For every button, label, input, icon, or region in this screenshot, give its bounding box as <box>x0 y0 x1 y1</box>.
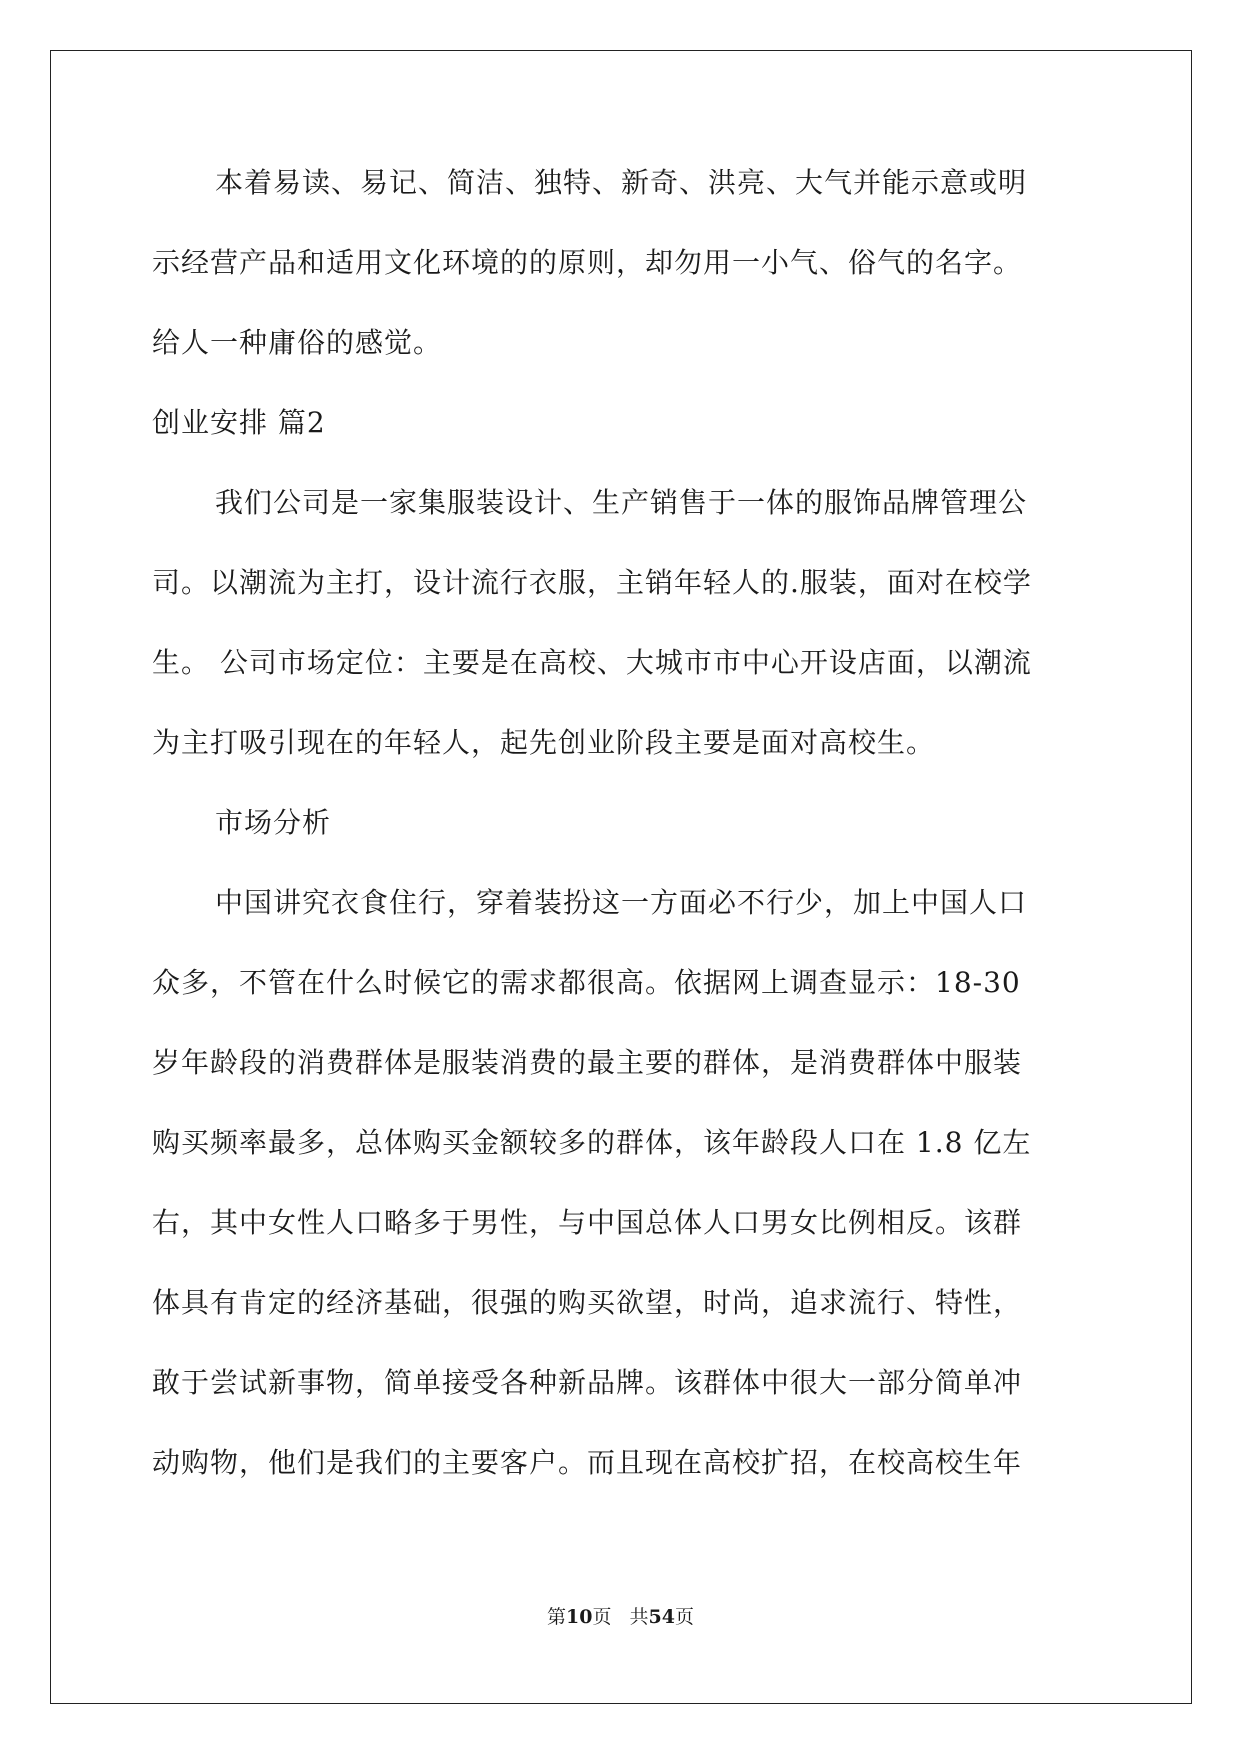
paragraph-line: 中国讲究衣食住行，穿着装扮这一方面必不行少，加上中国人口 <box>215 886 1028 919</box>
footer-total-prefix: 共 <box>629 1606 649 1628</box>
document-body <box>152 163 1092 1523</box>
paragraph-line: 示经营产品和适用文化环境的的原则，却勿用一小气、俗气的名字。 <box>152 246 1023 279</box>
paragraph-line: 众多，不管在什么时候它的需求都很高。依据网上调查显示：18-30 <box>152 966 1021 999</box>
paragraph-line: 体具有肯定的经济基础，很强的购买欲望，时尚，追求流行、特性， <box>152 1286 1023 1319</box>
paragraph-line: 司。以潮流为主打，设计流行衣服，主销年轻人的.服装，面对在校学 <box>152 566 1032 599</box>
page-footer <box>0 1605 1241 1629</box>
paragraph-line: 给人一种庸俗的感觉。 <box>152 326 443 359</box>
subsection-heading: 市场分析 <box>215 806 332 839</box>
paragraph-line: 我们公司是一家集服装设计、生产销售于一体的服饰品牌管理公 <box>215 486 1028 519</box>
total-page-number: 54 <box>648 1606 675 1628</box>
footer-prefix: 第 <box>547 1606 567 1628</box>
footer-page-word: 页 <box>592 1606 612 1628</box>
paragraph-line: 岁年龄段的消费群体是服装消费的最主要的群体，是消费群体中服装 <box>152 1046 1023 1079</box>
paragraph-line: 本着易读、易记、简洁、独特、新奇、洪亮、大气并能示意或明 <box>215 166 1028 199</box>
paragraph-line: 生。 公司市场定位：主要是在高校、大城市市中心开设店面，以潮流 <box>152 646 1032 679</box>
section-heading: 创业安排 篇2 <box>152 406 326 439</box>
paragraph-line: 购买频率最多，总体购买金额较多的群体，该年龄段人口在 1.8 亿左 <box>152 1126 1032 1159</box>
paragraph-line: 右，其中女性人口略多于男性，与中国总体人口男女比例相反。该群 <box>152 1206 1023 1239</box>
footer-total-suffix: 页 <box>674 1606 694 1628</box>
current-page-number: 10 <box>566 1606 593 1628</box>
paragraph-line: 为主打吸引现在的年轻人，起先创业阶段主要是面对高校生。 <box>152 726 936 759</box>
paragraph-line: 动购物，他们是我们的主要客户。而且现在高校扩招，在校高校生年 <box>152 1446 1023 1479</box>
paragraph-line: 敢于尝试新事物，简单接受各种新品牌。该群体中很大一部分简单冲 <box>152 1366 1023 1399</box>
